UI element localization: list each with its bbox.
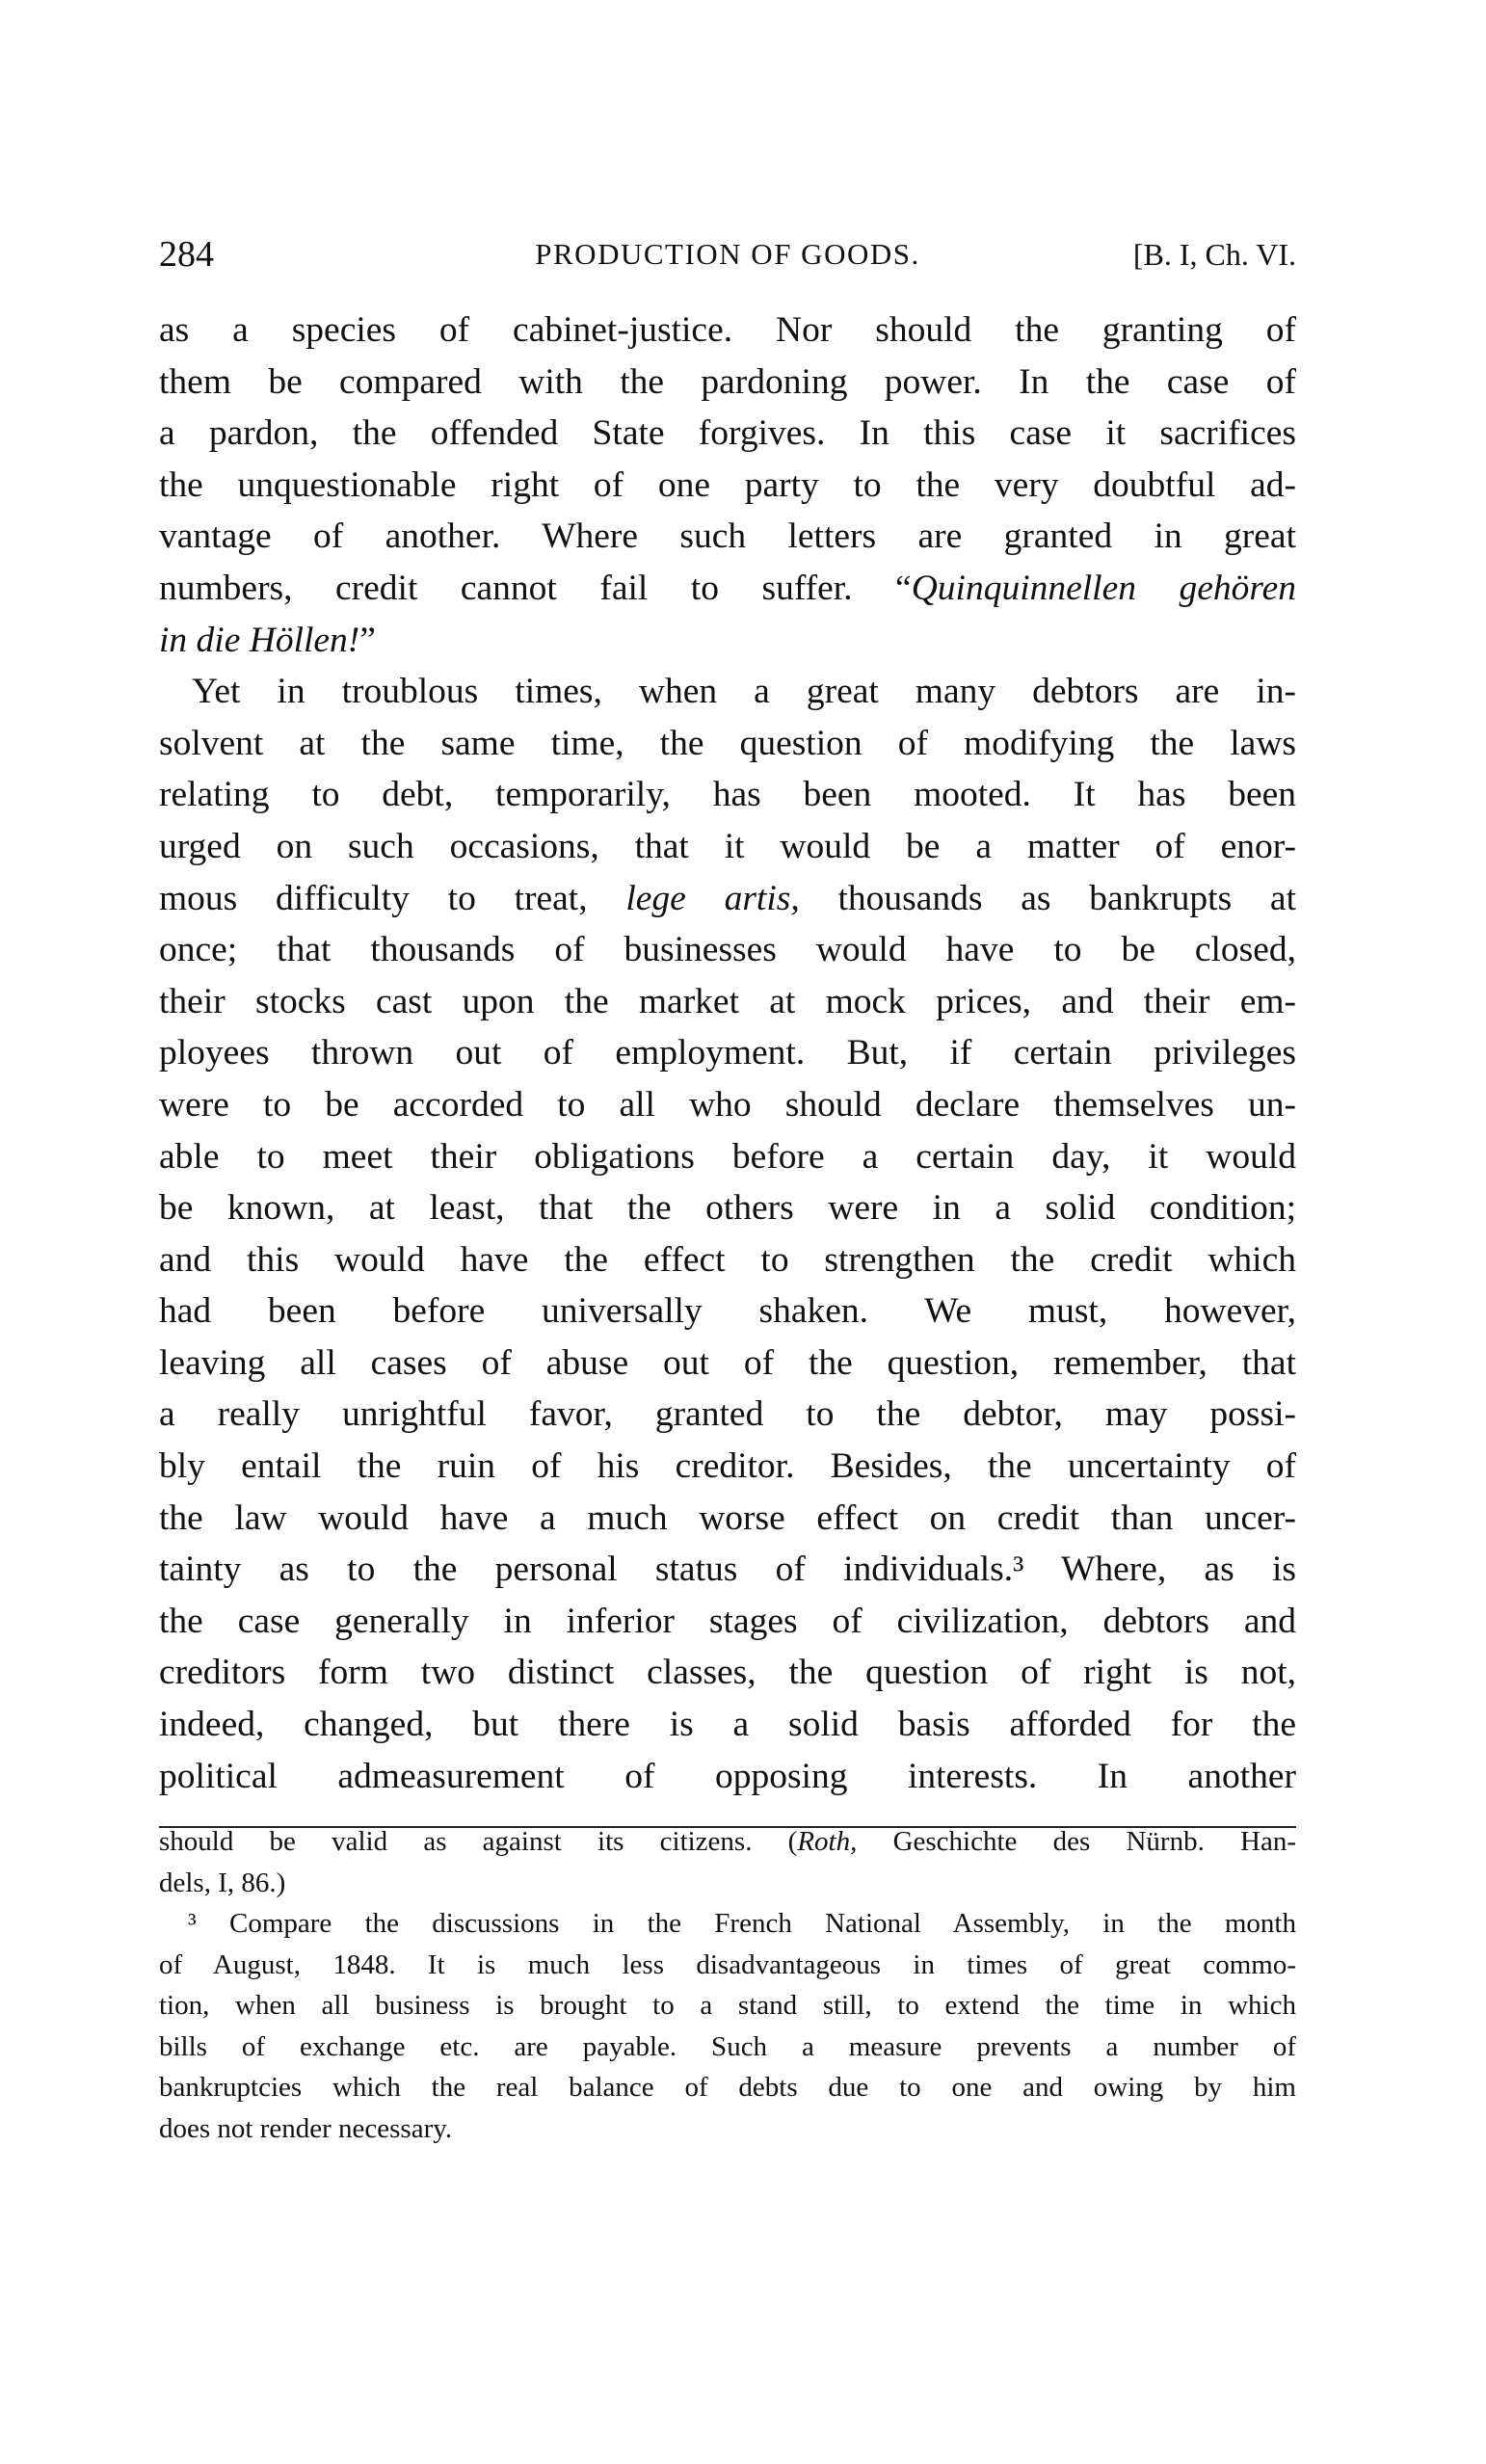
text-segment: the unquestionable right of one party to the very doubtful ad- — [159, 464, 1296, 505]
text-segment: ³ Compare the discussions in the French National Assembly, in the month — [188, 1908, 1296, 1939]
text-segment: ” — [359, 620, 376, 660]
body-line — [159, 305, 1296, 357]
text-segment: tainty as to the personal status of individuals.³ Where, as is — [159, 1550, 1296, 1590]
body-line — [159, 408, 1296, 460]
text-segment: bly entail the ruin of his creditor. Besides, the uncertainty of — [159, 1446, 1296, 1487]
running-title: PRODUCTION OF GOODS. — [535, 237, 920, 271]
body-line — [159, 1596, 1296, 1648]
body-text — [159, 305, 1296, 1802]
body-line — [159, 976, 1296, 1028]
body-line — [159, 1647, 1296, 1699]
text-segment: bills of exchange etc. are payable. Such a measure prevents a number of — [159, 2030, 1296, 2062]
text-segment: of August, 1848. It is much less disadvantageous in times of great commo- — [159, 1948, 1296, 1980]
italic-text: Roth, — [797, 1826, 858, 1857]
text-segment: Yet in troublous times, when a great many debtors are in- — [192, 672, 1296, 712]
text-segment: mous difficulty to treat, — [159, 878, 626, 918]
text-segment: relating to debt, temporarily, has been mooted. It has been — [159, 775, 1296, 815]
footnote-line — [159, 1821, 1296, 1863]
body-line — [159, 1389, 1296, 1441]
body-line — [159, 1131, 1296, 1183]
text-segment: dels, I, 86.) — [159, 1867, 286, 1898]
body-line — [159, 1079, 1296, 1131]
text-segment: solvent at the same time, the question of modifying the laws — [159, 723, 1296, 763]
text-segment: once; that thousands of businesses would have to be closed, — [159, 930, 1296, 970]
body-line — [159, 718, 1296, 770]
text-segment: tion, when all business is brought to a stand still, to extend the time in which — [159, 1990, 1296, 2021]
text-segment: does not render necessary. — [159, 2112, 453, 2144]
text-segment: be known, at least, that the others were in a solid condition; — [159, 1188, 1296, 1229]
text-segment: the case generally in inferior stages of civilization, debtors and — [159, 1601, 1296, 1641]
text-segment: indeed, changed, but there is a solid basis afforded for the — [159, 1705, 1296, 1745]
text-segment: numbers, credit cannot fail to suffer. “ — [159, 568, 912, 608]
body-line — [159, 1493, 1296, 1545]
body-line — [159, 666, 1296, 718]
body-line — [159, 460, 1296, 512]
body-line — [159, 1338, 1296, 1390]
body-line — [159, 769, 1296, 821]
body-line — [159, 1285, 1296, 1338]
footnotes — [159, 1821, 1296, 2149]
text-segment: had been before universally shaken. We must, however, — [159, 1291, 1296, 1332]
text-segment: thousands as bankrupts at — [799, 878, 1296, 918]
footnote-line — [159, 1863, 1296, 1904]
text-segment: them be compared with the pardoning power. In the case of — [159, 361, 1296, 402]
italic-text: in die Höllen! — [159, 620, 360, 660]
body-line — [159, 615, 1296, 667]
body-line — [159, 563, 1296, 615]
footnote-line — [159, 2067, 1296, 2108]
text-segment: as a species of cabinet-justice. Nor should the granting of — [159, 310, 1296, 350]
body-line — [159, 924, 1296, 976]
footnote-line — [159, 1903, 1296, 1945]
body-line — [159, 821, 1296, 873]
chapter-reference: [B. I, Ch. VI. — [1132, 237, 1296, 272]
text-segment: ployees thrown out of employment. But, if certain privileges — [159, 1033, 1296, 1073]
body-line — [159, 1544, 1296, 1596]
text-segment: Geschichte des Nürnb. Han- — [857, 1826, 1296, 1857]
footnote-line — [159, 2108, 1296, 2150]
text-segment: political admeasurement of opposing interests. In another — [159, 1756, 1296, 1796]
footnote-line — [159, 1945, 1296, 1986]
body-line — [159, 1234, 1296, 1286]
text-segment: a really unrightful favor, granted to the debtor, may possi- — [159, 1394, 1296, 1435]
body-line — [159, 873, 1296, 925]
text-segment: their stocks cast upon the market at mock prices, and their em- — [159, 981, 1296, 1021]
italic-text: lege artis, — [625, 878, 800, 918]
text-segment: able to meet their obligations before a certain day, it would — [159, 1136, 1296, 1177]
footnote-line — [159, 2027, 1296, 2068]
body-line — [159, 1751, 1296, 1803]
body-line — [159, 511, 1296, 563]
text-segment: and this would have the effect to strengthen the credit which — [159, 1239, 1296, 1280]
text-segment: were to be accorded to all who should declare themselves un- — [159, 1084, 1296, 1125]
footnote-line — [159, 1985, 1296, 2027]
text-segment: bankruptcies which the real balance of debts due to one and owing by him — [159, 2072, 1296, 2103]
body-line — [159, 1699, 1296, 1751]
body-line — [159, 1027, 1296, 1079]
body-line — [159, 357, 1296, 409]
italic-text: Quinquinnellen gehören — [911, 568, 1296, 608]
text-segment: creditors form two distinct classes, the question of right is not, — [159, 1653, 1296, 1693]
text-segment: should be valid as against its citizens. ( — [159, 1826, 798, 1857]
page-number: 284 — [159, 234, 214, 275]
text-segment: leaving all cases of abuse out of the question, remember, that — [159, 1342, 1296, 1383]
body-line — [159, 1182, 1296, 1234]
text-segment: urged on such occasions, that it would be a matter of enor- — [159, 826, 1296, 866]
running-header — [159, 231, 1296, 278]
body-line — [159, 1441, 1296, 1493]
text-segment: the law would have a much worse effect on credit than uncer- — [159, 1497, 1296, 1538]
text-segment: vantage of another. Where such letters are granted in great — [159, 517, 1296, 557]
text-segment: a pardon, the offended State forgives. In this case it sacrifices — [159, 413, 1296, 454]
